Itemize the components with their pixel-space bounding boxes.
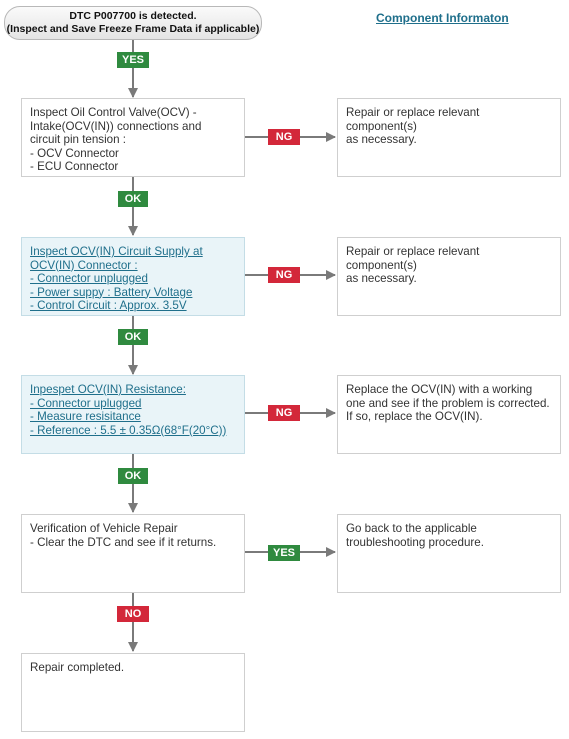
step2-side-box [337,237,561,316]
component-information-link[interactable]: Component Informaton [376,11,509,25]
step4-no-badge: NO [117,606,149,622]
step3-link-line[interactable]: Inpespet OCV(IN) Resistance: [30,383,186,396]
step2-link-line[interactable]: - Control Circuit : Approx. 3.5V [30,299,187,312]
step1-line: circuit pin tension : [30,133,127,146]
yes-badge-start: YES [117,52,149,68]
start-node [4,6,262,40]
step4-side-line: Go back to the applicable [346,522,477,535]
step3-side-line: If so, replace the OCV(IN). [346,410,483,423]
step2-link-line[interactable]: - Power suppy : Battery Voltage [30,285,193,299]
step2-box[interactable] [21,237,245,316]
step1-ok-badge: OK [118,191,148,207]
step3-ng-badge: NG [268,405,300,421]
step4-box [21,514,245,593]
step1-side-line: as necessary. [346,133,417,146]
step2-link-line[interactable]: OCV(IN) Connector : [30,258,138,272]
step1-line: - OCV Connector [30,146,119,160]
start-subtitle: (Inspect and Save Freeze Frame Data if applicable) [6,23,260,35]
step2-link-line[interactable]: - Connector unplugged [30,272,148,285]
final-box [21,653,245,732]
step1-line: Intake(OCV(IN)) connections and [30,119,202,133]
step1-side-box [337,98,561,177]
step2-side-line: as necessary. [346,272,417,285]
step1-box [21,98,245,177]
step2-link-line[interactable]: Inspect OCV(IN) Circuit Supply at [30,245,203,258]
step3-side-line: Replace the OCV(IN) with a working [346,383,533,396]
step4-yes-badge: YES [268,545,300,561]
step3-link-line[interactable]: - Reference : 5.5 ± 0.35Ω(68°F(20°C)) [30,423,227,437]
step3-box[interactable] [21,375,245,454]
step3-side-line: one and see if the problem is corrected. [346,396,550,410]
step4-side-box [337,514,561,593]
step3-side-box [337,375,561,454]
step3-link-line[interactable]: - Measure resisitance [30,410,141,423]
step1-ng-badge: NG [268,129,300,145]
step1-line: Inspect Oil Control Valve(OCV) - [30,106,197,119]
step2-side-line: Repair or replace relevant component(s) [346,245,480,272]
step1-line: - ECU Connector [30,160,119,173]
step2-ok-badge: OK [118,329,148,345]
step3-ok-badge: OK [118,468,148,484]
start-title: DTC P007700 is detected. [69,10,197,22]
step3-link-line[interactable]: - Connector uplugged [30,396,142,410]
step2-ng-badge: NG [268,267,300,283]
final-line: Repair completed. [30,661,125,674]
step4-line: - Clear the DTC and see if it returns. [30,535,217,549]
step4-side-line: troubleshooting procedure. [346,535,484,549]
step1-side-line: Repair or replace relevant component(s) [346,106,480,133]
step4-line: Verification of Vehicle Repair [30,522,178,535]
